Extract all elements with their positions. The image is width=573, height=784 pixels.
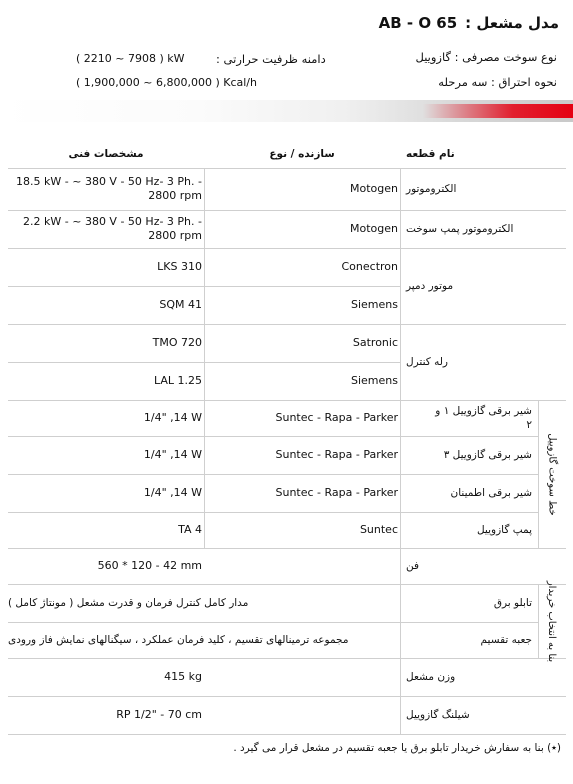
combustion-label: نحوه احتراق : <box>490 75 557 89</box>
spec-value: 1/4" ,14 W <box>143 486 202 499</box>
maker-value: Suntec - Rapa - Parker <box>275 486 398 499</box>
part-name: موتور دمپر <box>406 280 454 292</box>
capacity-label: دامنه ظرفیت حرارتی : <box>216 52 326 66</box>
part-name: الکتروموتور <box>406 183 457 195</box>
maker-value: Suntec - Rapa - Parker <box>275 448 398 461</box>
part-name: تابلو برق <box>493 597 532 609</box>
combustion-type <box>438 75 557 89</box>
spec-value: TA 4 <box>178 523 202 536</box>
part-name: فن <box>406 560 420 572</box>
model-title <box>379 14 559 32</box>
col-header-maker: سازنده / نوع <box>269 148 335 160</box>
maker-value: Suntec - Rapa - Parker <box>275 411 398 424</box>
spec-value: LAL 1.25 <box>153 374 202 387</box>
col-divider <box>400 168 401 734</box>
spec-value: 1/4" ,14 W <box>143 448 202 461</box>
col-header-part: نام قطعه <box>406 148 455 160</box>
maker-value: Motogen <box>350 222 398 235</box>
col-header-spec: مشخصات فنی <box>68 148 144 160</box>
spec-value: 2.2 kW - ~ 380 V - 50 Hz- 3 Ph. - 2800 rpm <box>23 215 202 242</box>
maker-value: Conectron <box>341 260 398 273</box>
desc-value: مدار کامل کنترل فرمان و قدرت مشعل ( مونتاژ کامل ) <box>8 597 249 609</box>
part-name: شیلنگ گازوییل <box>406 709 470 721</box>
part-name: شیر برقی گازوییل ۱ و ۲ <box>435 405 532 431</box>
capacity-kw: ( 2210 ~ 7908 ) kW <box>76 52 185 65</box>
maker-value: Suntec <box>359 523 398 536</box>
page-header <box>0 0 573 122</box>
spec-value: SQM 41 <box>159 298 202 311</box>
spec-value: 1/4" ,14 W <box>143 411 202 424</box>
capacity-kcal: ( 1,900,000 ~ 6,800,000 ) Kcal/h <box>76 76 257 89</box>
model-label: مدل مشعل : <box>465 14 559 32</box>
part-name: جعبه تقسیم <box>480 634 532 646</box>
spec-value: RP 1/2" - 70 cm <box>116 708 202 721</box>
part-name: شیر برقی گازوییل ۳ <box>443 449 532 461</box>
spec-value: 415 kg <box>164 670 202 683</box>
fuel-type <box>415 50 557 64</box>
combustion-value: سه مرحله <box>438 75 488 89</box>
part-name: پمپ گازوییل <box>476 524 532 536</box>
maker-value: Siemens <box>351 374 398 387</box>
desc-value: مجموعه ترمینالهای تقسیم ، کلید فرمان عملکرد ، سیگنالهای نمایش فاز ورودی <box>8 634 349 646</box>
spec-value: LKS 310 <box>157 260 202 273</box>
maker-value: Motogen <box>350 182 398 195</box>
part-name: وزن مشعل <box>406 671 456 683</box>
fuel-value: گازوییل <box>415 50 451 64</box>
spec-table <box>8 140 566 784</box>
footnote: (٭) بنا به سفارش خریدار تابلو برق یا جعبه تقسیم در مشعل قرار می گیرد . <box>233 742 561 754</box>
spec-value: TMO 720 <box>152 336 202 349</box>
part-name: رله کنترل <box>406 356 448 368</box>
fuel-line-group-label: خط سوخت گازوییل <box>546 432 558 516</box>
optional-group-label: بنا به انتخاب خریدار <box>546 580 558 662</box>
spec-value: 560 * 120 - 42 mm <box>97 559 202 572</box>
part-name: شیر برقی اطمینان <box>450 487 532 499</box>
part-name: الکتروموتور پمپ سوخت <box>406 223 514 235</box>
spec-value: 18.5 kW - ~ 380 V - 50 Hz- 3 Ph. - 2800 rpm <box>16 175 202 202</box>
fuel-label: نوع سوخت مصرفی : <box>454 50 557 64</box>
row-divider <box>8 734 566 735</box>
maker-value: Siemens <box>351 298 398 311</box>
header-band <box>0 100 573 122</box>
model-code: AB - O 65 <box>378 14 458 32</box>
maker-value: Satronic <box>352 336 398 349</box>
